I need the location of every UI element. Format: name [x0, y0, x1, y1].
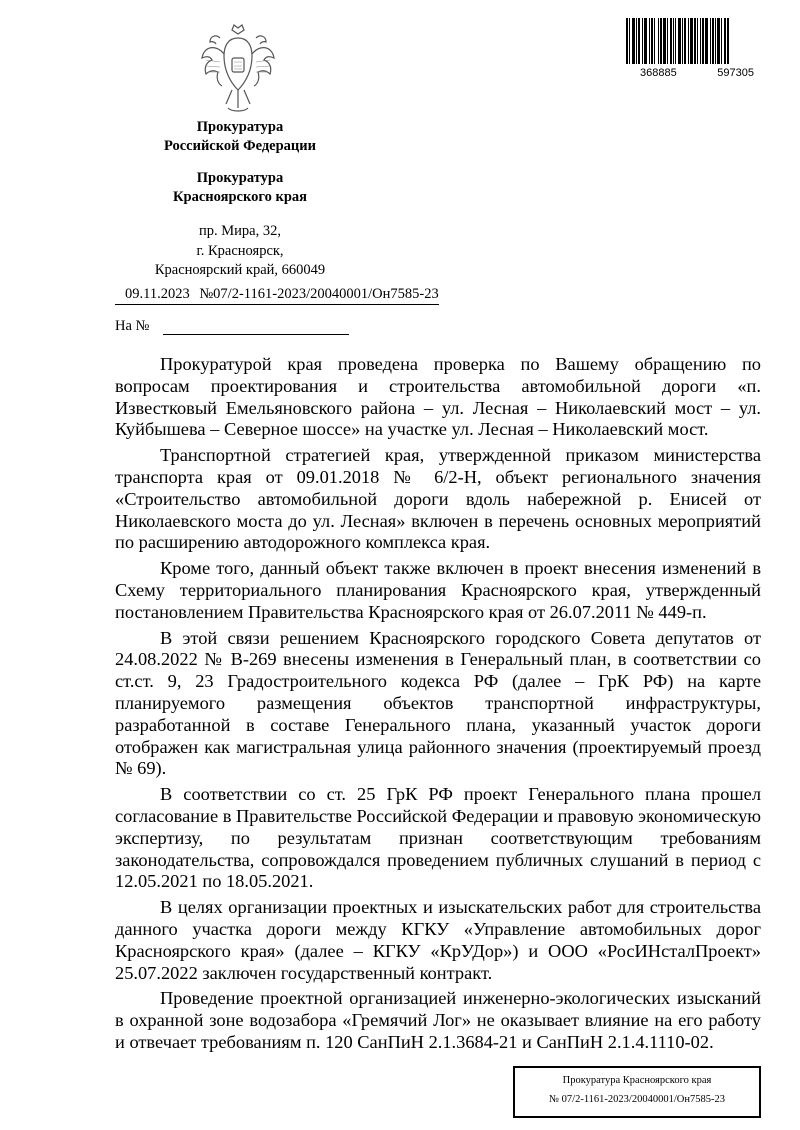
reply-to-label: На №	[115, 318, 150, 334]
reply-to-blank	[163, 320, 349, 335]
org-address-line1: пр. Мира, 32,	[199, 223, 281, 239]
double-headed-eagle-emblem-icon	[198, 24, 278, 116]
registration-date: 09.11.2023	[125, 286, 190, 302]
body-paragraph: Кроме того, данный объект также включен в проект внесения изменений в Схему территориального планирования Красноярского края, утвержденный постановлением Правительства Красноярского края от 26.07.2011 № 449-п.	[115, 558, 761, 622]
barcode-bars	[626, 18, 758, 64]
org-address	[120, 222, 360, 281]
org-name-federal	[120, 118, 360, 156]
barcode-number-right: 597305	[717, 67, 754, 79]
body-paragraph: В этой связи решением Красноярского городского Совета депутатов от 24.08.2022 № В-269 внесены изменения в Генеральный план, в соответствии со ст.ст. 9, 23 Градостроительного кодекса РФ (далее – ГрК РФ) на карте планируемого размещения объектов транспортной инфраструктуры, разработанной в составе Генерального плана, указанный участок дороги отображен как магистральная улица районного значения (проектируемый проезд № 69).	[115, 627, 761, 779]
org-name-regional-line1: Прокуратура	[196, 170, 284, 186]
org-address-line2: г. Красноярск,	[196, 242, 284, 259]
org-name-regional-line2: Красноярского края	[173, 189, 307, 205]
registration-line	[115, 286, 439, 305]
letter-body	[115, 354, 761, 1058]
body-paragraph: Проведение проектной организацией инженерно-экологических изысканий в охранной зоне водозабора «Гремячий Лог» не оказывает влияние на его работу и отвечает требованиям п. 120 СанПиН 2.1.3684-21 и СанПиН 2.1.4.1110-02.	[115, 988, 761, 1052]
barcode-number-left: 368885	[640, 67, 677, 79]
reply-to-line	[115, 318, 349, 335]
org-name-federal-line2: Российской Федерации	[163, 138, 316, 154]
org-address-line3: Красноярский край, 660049	[154, 262, 326, 278]
org-name-federal-line1: Прокуратура	[196, 119, 284, 135]
barcode	[626, 18, 758, 92]
body-paragraph: В целях организации проектных и изыскательских работ для строительства данного участка дороги между КГКУ «Управление автомобильных дорог Красноярского края» (далее – КГКУ «КрУДор») и ООО «РосИНсталПроект» 25.07.2022 заключен государственный контракт.	[115, 897, 761, 983]
org-name-regional	[120, 169, 360, 207]
registration-stamp-box	[513, 1066, 761, 1118]
body-paragraph: В соответствии со ст. 25 ГрК РФ проект Генерального плана прошел согласование в Правительстве Российской Федерации и правовую экономическую экспертизу, по результатам признан соответствующим требованиям законодательства, сопровождался проведением публичных слушаний в период с 12.05.2021 по 18.05.2021.	[115, 784, 762, 892]
stamp-number: № 07/2-1161-2023/20040001/Он7585-23	[549, 1094, 725, 1105]
registration-number: №07/2-1161-2023/20040001/Он7585-23	[199, 286, 439, 302]
stamp-org-name: Прокуратура Красноярского края	[562, 1075, 712, 1086]
body-paragraph: Прокуратурой края проведена проверка по Вашему обращению по вопросам проектирования и строительства автомобильной дороги «п. Известковый Емельяновского района – ул. Лесная – Николаевский мост – ул. Куйбышева – Северное шоссе» на участке ул. Лесная – Николаевский мост.	[115, 354, 761, 440]
body-paragraph: Транспортной стратегией края, утвержденной приказом министерства транспорта края от 09.01.2018 № 6/2-Н, объект регионального значения «Строительство автомобильной дороги вдоль набережной р. Енисей от Николаевского моста до ул. Лесная» включен в перечень основных мероприятий по расширению автодорожного комплекса края.	[115, 445, 761, 553]
